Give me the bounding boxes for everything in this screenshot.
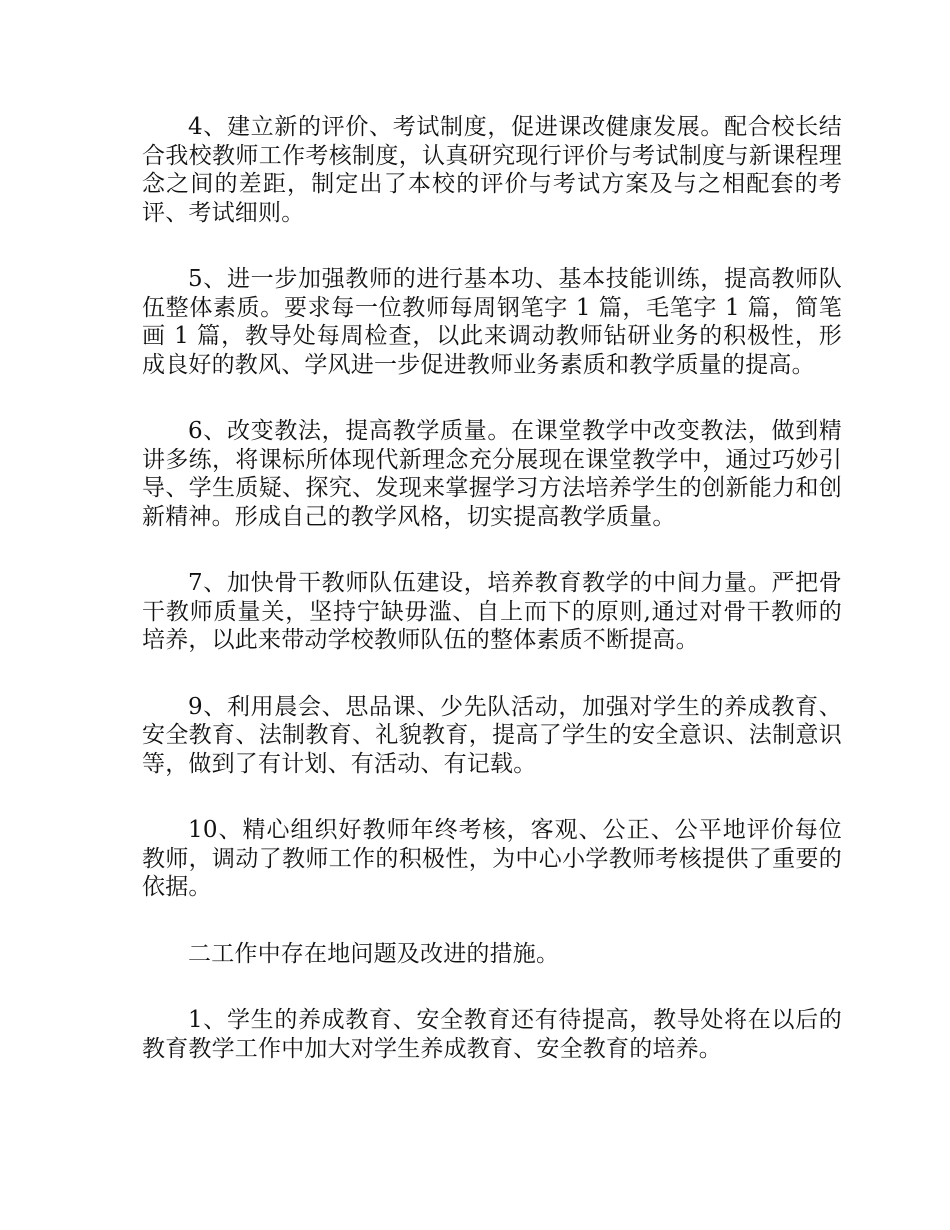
- section-heading-problems: 二工作中存在地问题及改进的措施。: [188, 940, 560, 967]
- document-body: [142, 113, 842, 1063]
- paragraph-item-7: 7、加快骨干教师队伍建设，培养教育教学的中间力量。严把骨干教师质量关，坚持宁缺毋滥、自上而下的原则,通过对骨干教师的培养，以此来带动学校教师队伍的整体素质不断提高。: [142, 570, 842, 653]
- paragraph-improvement-1: 1、学生的养成教育、安全教育还有待提高，教导处将在以后的教育教学工作中加大对学生养成教育、安全教育的培养。: [142, 1007, 842, 1062]
- paragraph-item-6: 6、改变教法，提高教学质量。在课堂教学中改变教法，做到精讲多练，将课标所体现代新理念充分展现在课堂教学中，通过巧妙引导、学生质疑、探究、发现来掌握学习方法培养学生的创新能力和创新精神。形成自己的教学风格，切实提高教学质量。: [142, 418, 842, 530]
- paragraph-item-4: 4、建立新的评价、考试制度，促进课改健康发展。配合校长结合我校教师工作考核制度，认真研究现行评价与考试制度与新课程理念之间的差距，制定出了本校的评价与考试方案及与之相配套的考评、考试细则。: [142, 114, 842, 226]
- paragraph-item-5: 5、进一步加强教师的进行基本功、基本技能训练，提高教师队伍整体素质。要求每一位教师每周钢笔字 1 篇，毛笔字 1 篇，简笔画 1 篇，教导处每周检查，以此来调动教师钻研业务的积极性，形成良好的教风、学风进一步促进教师业务素质和教学质量的提高。: [142, 266, 842, 378]
- paragraph-item-10: 10、精心组织好教师年终考核，客观、公正、公平地评价每位教师，调动了教师工作的积极性，为中心小学教师考核提供了重要的依据。: [142, 817, 842, 900]
- paragraph-item-9: 9、利用晨会、思品课、少先队活动，加强对学生的养成教育、安全教育、法制教育、礼貌教育，提高了学生的安全意识、法制意识等，做到了有计划、有活动、有记载。: [142, 693, 842, 777]
